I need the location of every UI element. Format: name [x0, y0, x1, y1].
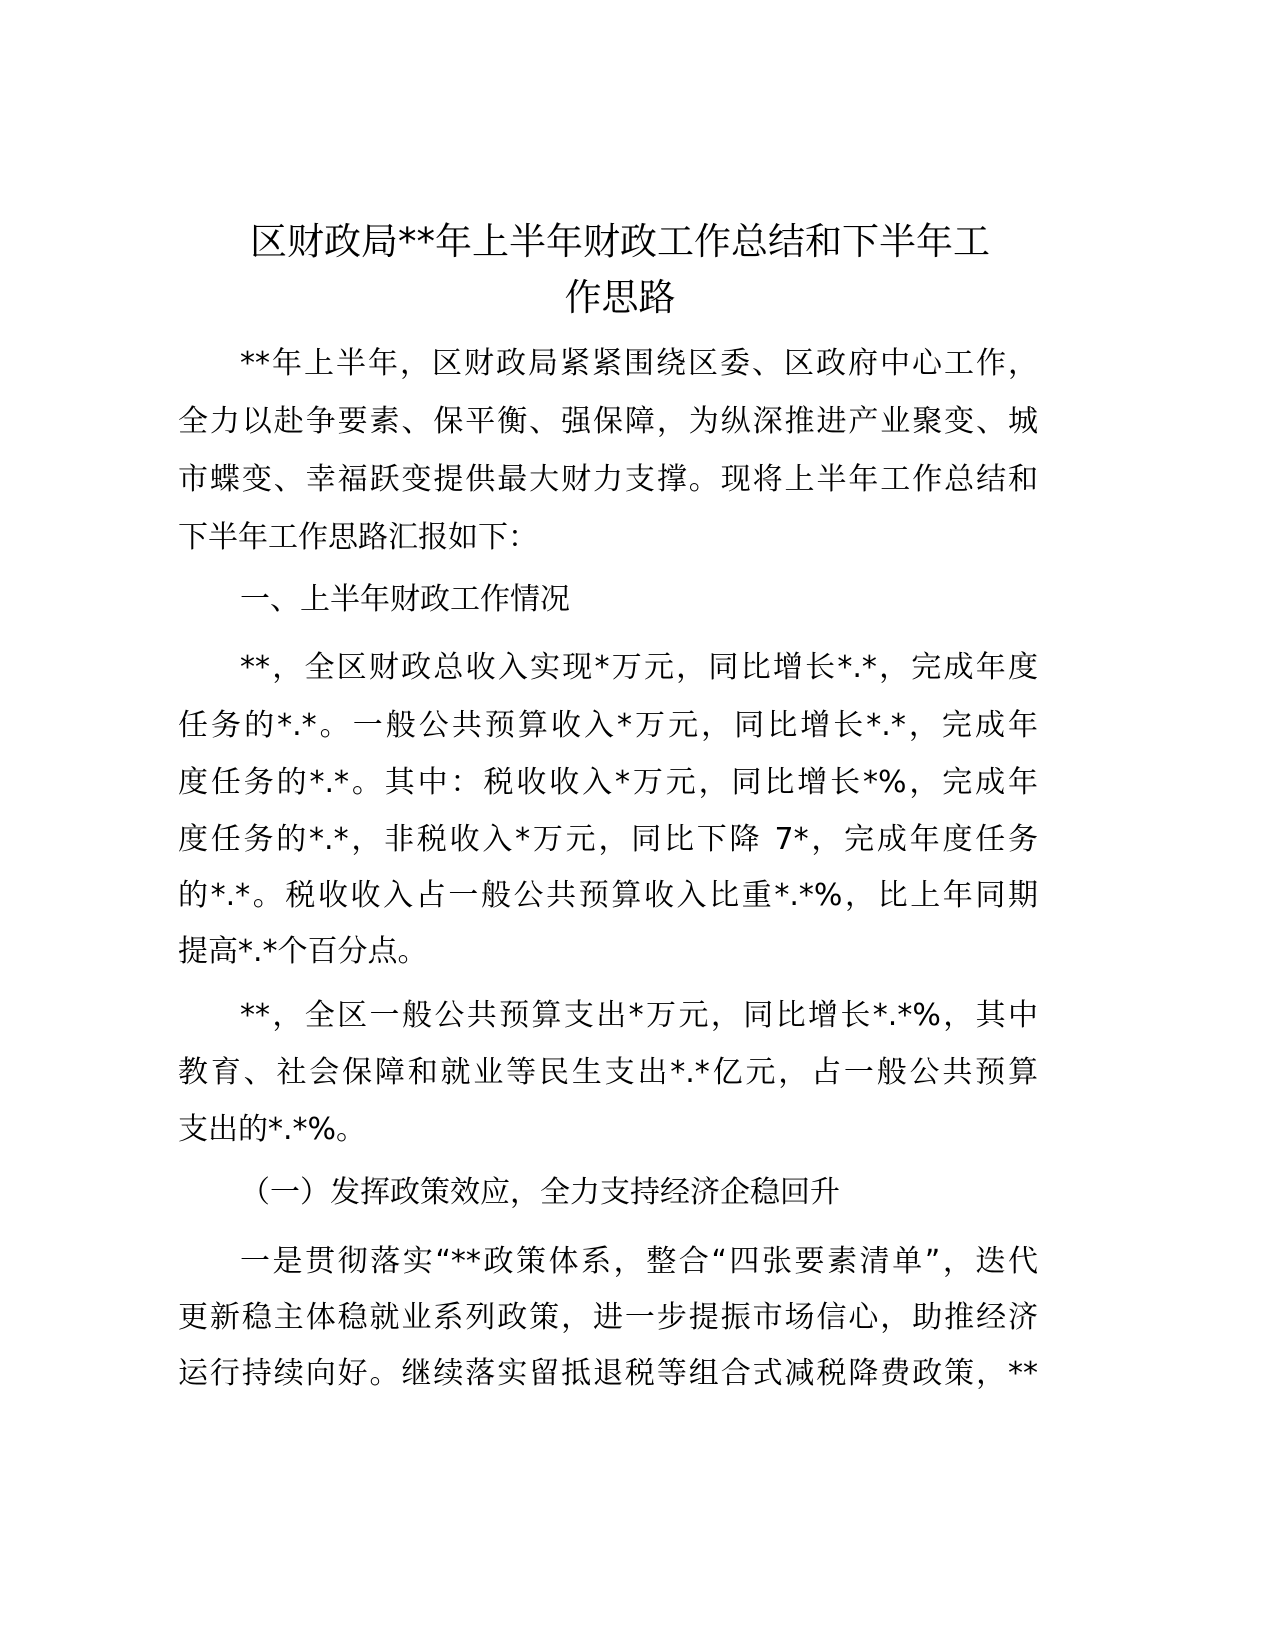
expenditure-line-2: 教育、社会保障和就业等民生支出*.*亿元，占一般公共预算 [178, 1055, 1038, 1090]
policy-line-3: 运行持续向好。继续落实留抵退税等组合式减税降费政策，** [178, 1356, 1038, 1391]
revenue-line-3: 度任务的*.*。其中：税收收入*万元，同比增长*%，完成年 [178, 765, 1038, 800]
intro-line-1: **年上半年，区财政局紧紧围绕区委、区政府中心工作， [240, 346, 1038, 381]
expenditure-line-3: 支出的*.*%。 [178, 1112, 367, 1147]
revenue-line-5: 的*.*。税收收入占一般公共预算收入比重*.*%，比上年同期 [178, 878, 1038, 913]
policy-line-1: 一是贯彻落实“**政策体系，整合“四张要素清单”，迭代 [240, 1244, 1038, 1279]
expenditure-line-1: **，全区一般公共预算支出*万元，同比增长*.*%，其中 [240, 998, 1038, 1033]
intro-line-3: 市蝶变、幸福跃变提供最大财力支撑。现将上半年工作总结和 [178, 462, 1038, 497]
title-line-2: 作思路 [564, 276, 676, 319]
intro-line-2: 全力以赴争要素、保平衡、强保障，为纵深推进产业聚变、城 [178, 404, 1038, 439]
subsection-heading-1: （一）发挥政策效应，全力支持经济企稳回升 [240, 1175, 840, 1210]
intro-line-4: 下半年工作思路汇报如下： [178, 520, 538, 555]
policy-line-2: 更新稳主体稳就业系列政策，进一步提振市场信心，助推经济 [178, 1300, 1038, 1335]
title-line-1: 区财政局**年上半年财政工作总结和下半年工 [250, 220, 990, 263]
revenue-line-2: 任务的*.*。一般公共预算收入*万元，同比增长*.*，完成年 [178, 708, 1038, 743]
section-heading-1: 一、上半年财政工作情况 [240, 582, 570, 617]
revenue-line-4: 度任务的*.*，非税收入*万元，同比下降 7*，完成年度任务 [178, 822, 1038, 857]
revenue-line-6: 提高*.*个百分点。 [178, 934, 428, 969]
document-title [180, 214, 1060, 326]
revenue-line-1: **，全区财政总收入实现*万元，同比增长*.*，完成年度 [240, 650, 1038, 685]
